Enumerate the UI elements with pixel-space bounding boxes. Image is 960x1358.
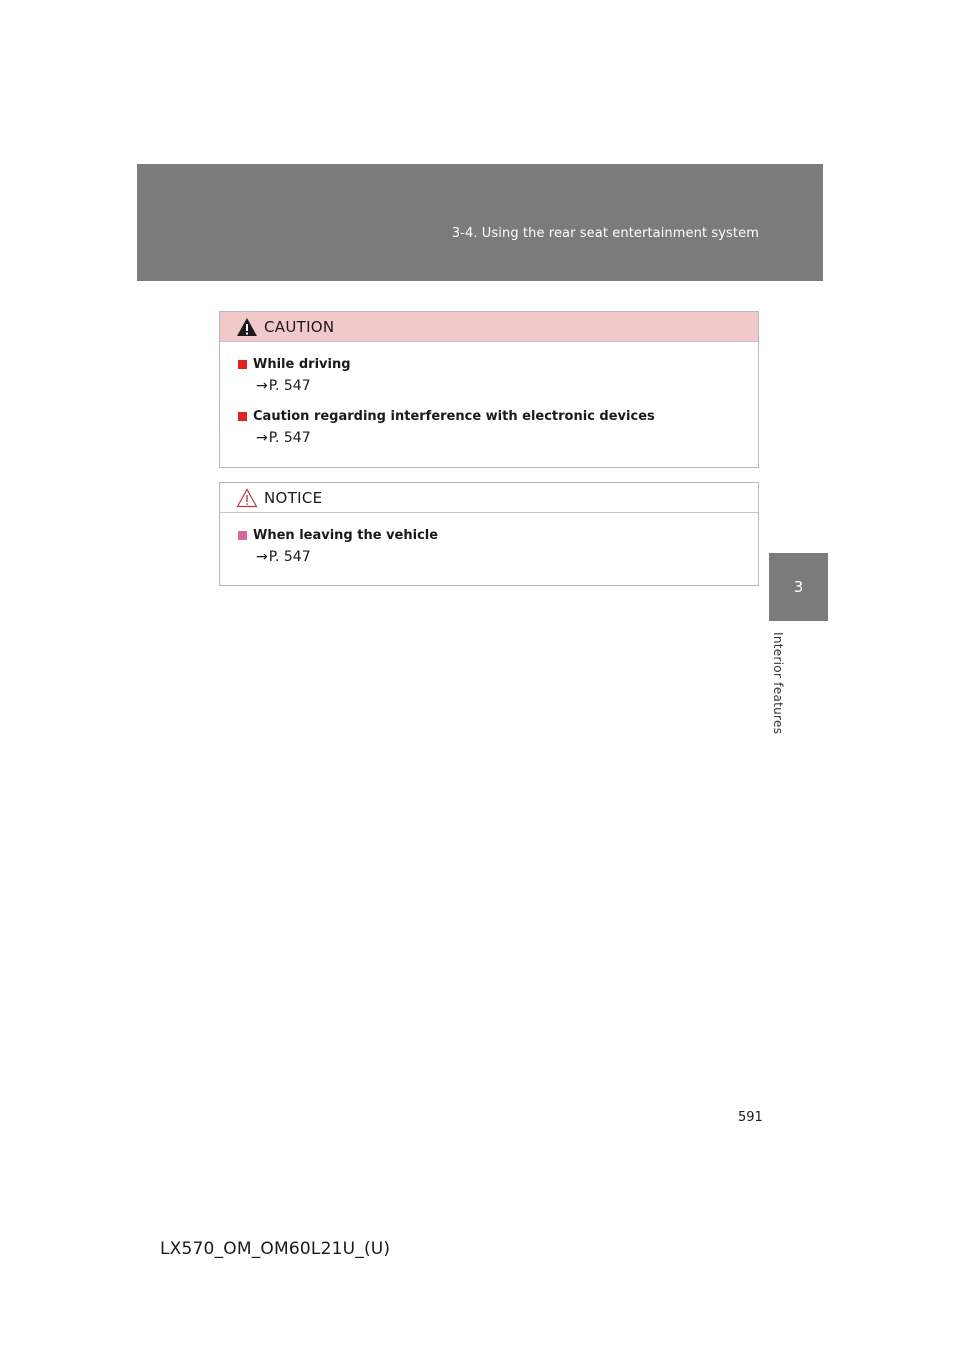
- arrow-right-icon: →: [256, 549, 268, 565]
- caution-items: [220, 342, 758, 450]
- page-reference-text: P. 547: [268, 378, 311, 394]
- item-heading-text: When leaving the vehicle: [253, 527, 439, 543]
- notice-items: [220, 513, 758, 569]
- page-reference-text: P. 547: [268, 549, 311, 565]
- item-heading-text: Caution regarding interference with electronic devices: [253, 408, 655, 424]
- notice-title: NOTICE: [264, 488, 323, 507]
- section-title: 3-4. Using the rear seat entertainment system: [451, 226, 759, 241]
- list-item-heading: [238, 525, 758, 545]
- chapter-label: Interior features: [771, 632, 785, 735]
- bullet-square-icon: [238, 412, 247, 421]
- notice-header: [220, 483, 758, 513]
- list-item-heading: [238, 406, 758, 426]
- footer-code: LX570_OM_OM60L21U_(U): [160, 1239, 391, 1259]
- bullet-square-icon: [238, 360, 247, 369]
- list-item-heading: [238, 354, 758, 374]
- caution-box: [219, 311, 759, 468]
- page-reference: [238, 426, 758, 450]
- item-heading-text: While driving: [253, 356, 351, 372]
- chapter-number: 3: [793, 578, 804, 596]
- page-number: 591: [738, 1110, 763, 1125]
- chapter-tab: [769, 553, 828, 621]
- arrow-right-icon: →: [256, 430, 268, 446]
- caution-header: [220, 312, 758, 342]
- header-band: [137, 164, 823, 281]
- warning-triangle-outline-icon: [236, 488, 258, 508]
- caution-title: CAUTION: [264, 317, 335, 336]
- page-reference: [238, 374, 758, 398]
- warning-triangle-filled-icon: [236, 317, 258, 337]
- notice-box: [219, 482, 759, 586]
- page-reference: [238, 545, 758, 569]
- page-reference-text: P. 547: [268, 430, 311, 446]
- arrow-right-icon: →: [256, 378, 268, 394]
- bullet-square-icon: [238, 531, 247, 540]
